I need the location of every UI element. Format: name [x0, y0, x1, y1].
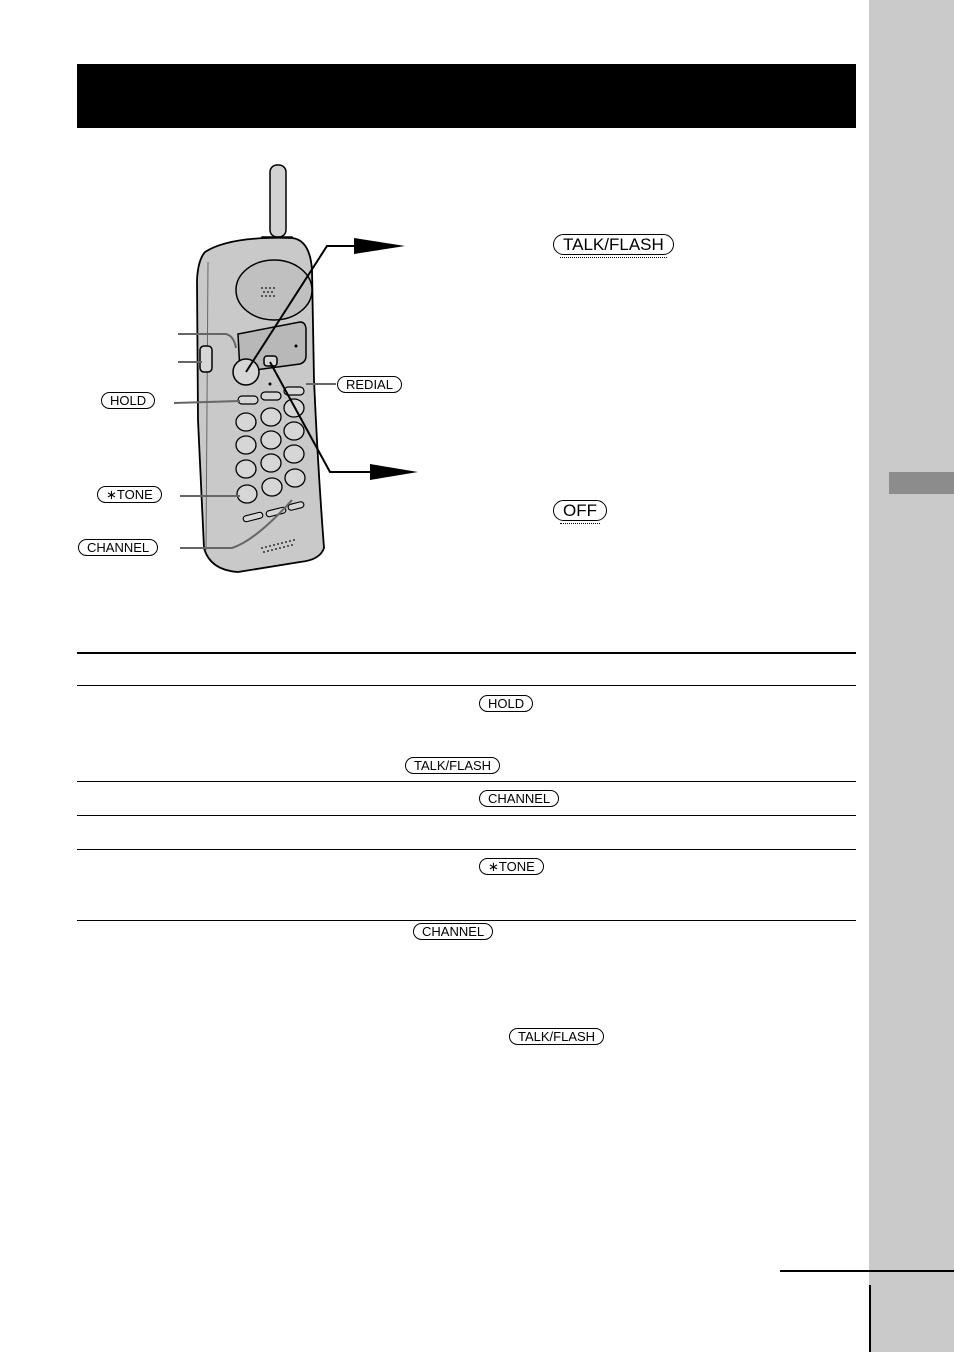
table-talk-flash-key: TALK/FLASH	[405, 757, 500, 774]
table-tone-key: ∗TONE	[479, 858, 544, 875]
table-header-rule	[77, 685, 856, 686]
table-row-rule	[77, 920, 856, 921]
talk-flash-key-label: TALK/FLASH	[553, 234, 674, 255]
table-top-rule	[77, 652, 856, 654]
table-row-rule	[77, 781, 856, 782]
off-key-label: OFF	[553, 500, 607, 521]
table-row-rule	[77, 849, 856, 850]
side-switch	[200, 346, 212, 372]
table-row-rule	[77, 815, 856, 816]
earpiece	[236, 260, 312, 320]
table-hold-key: HOLD	[479, 695, 533, 712]
hold-key-label: HOLD	[101, 392, 155, 409]
tone-key-label: ∗TONE	[97, 486, 162, 503]
table-channel-key: CHANNEL	[479, 790, 559, 807]
footer-vertical-rule	[869, 1285, 871, 1352]
table-talk-flash-key: TALK/FLASH	[509, 1028, 604, 1045]
channel-key-label: CHANNEL	[78, 539, 158, 556]
redial-key-label: REDIAL	[337, 376, 402, 393]
antenna	[270, 165, 286, 237]
footer-rule	[780, 1270, 954, 1272]
table-channel-key: CHANNEL	[413, 923, 493, 940]
